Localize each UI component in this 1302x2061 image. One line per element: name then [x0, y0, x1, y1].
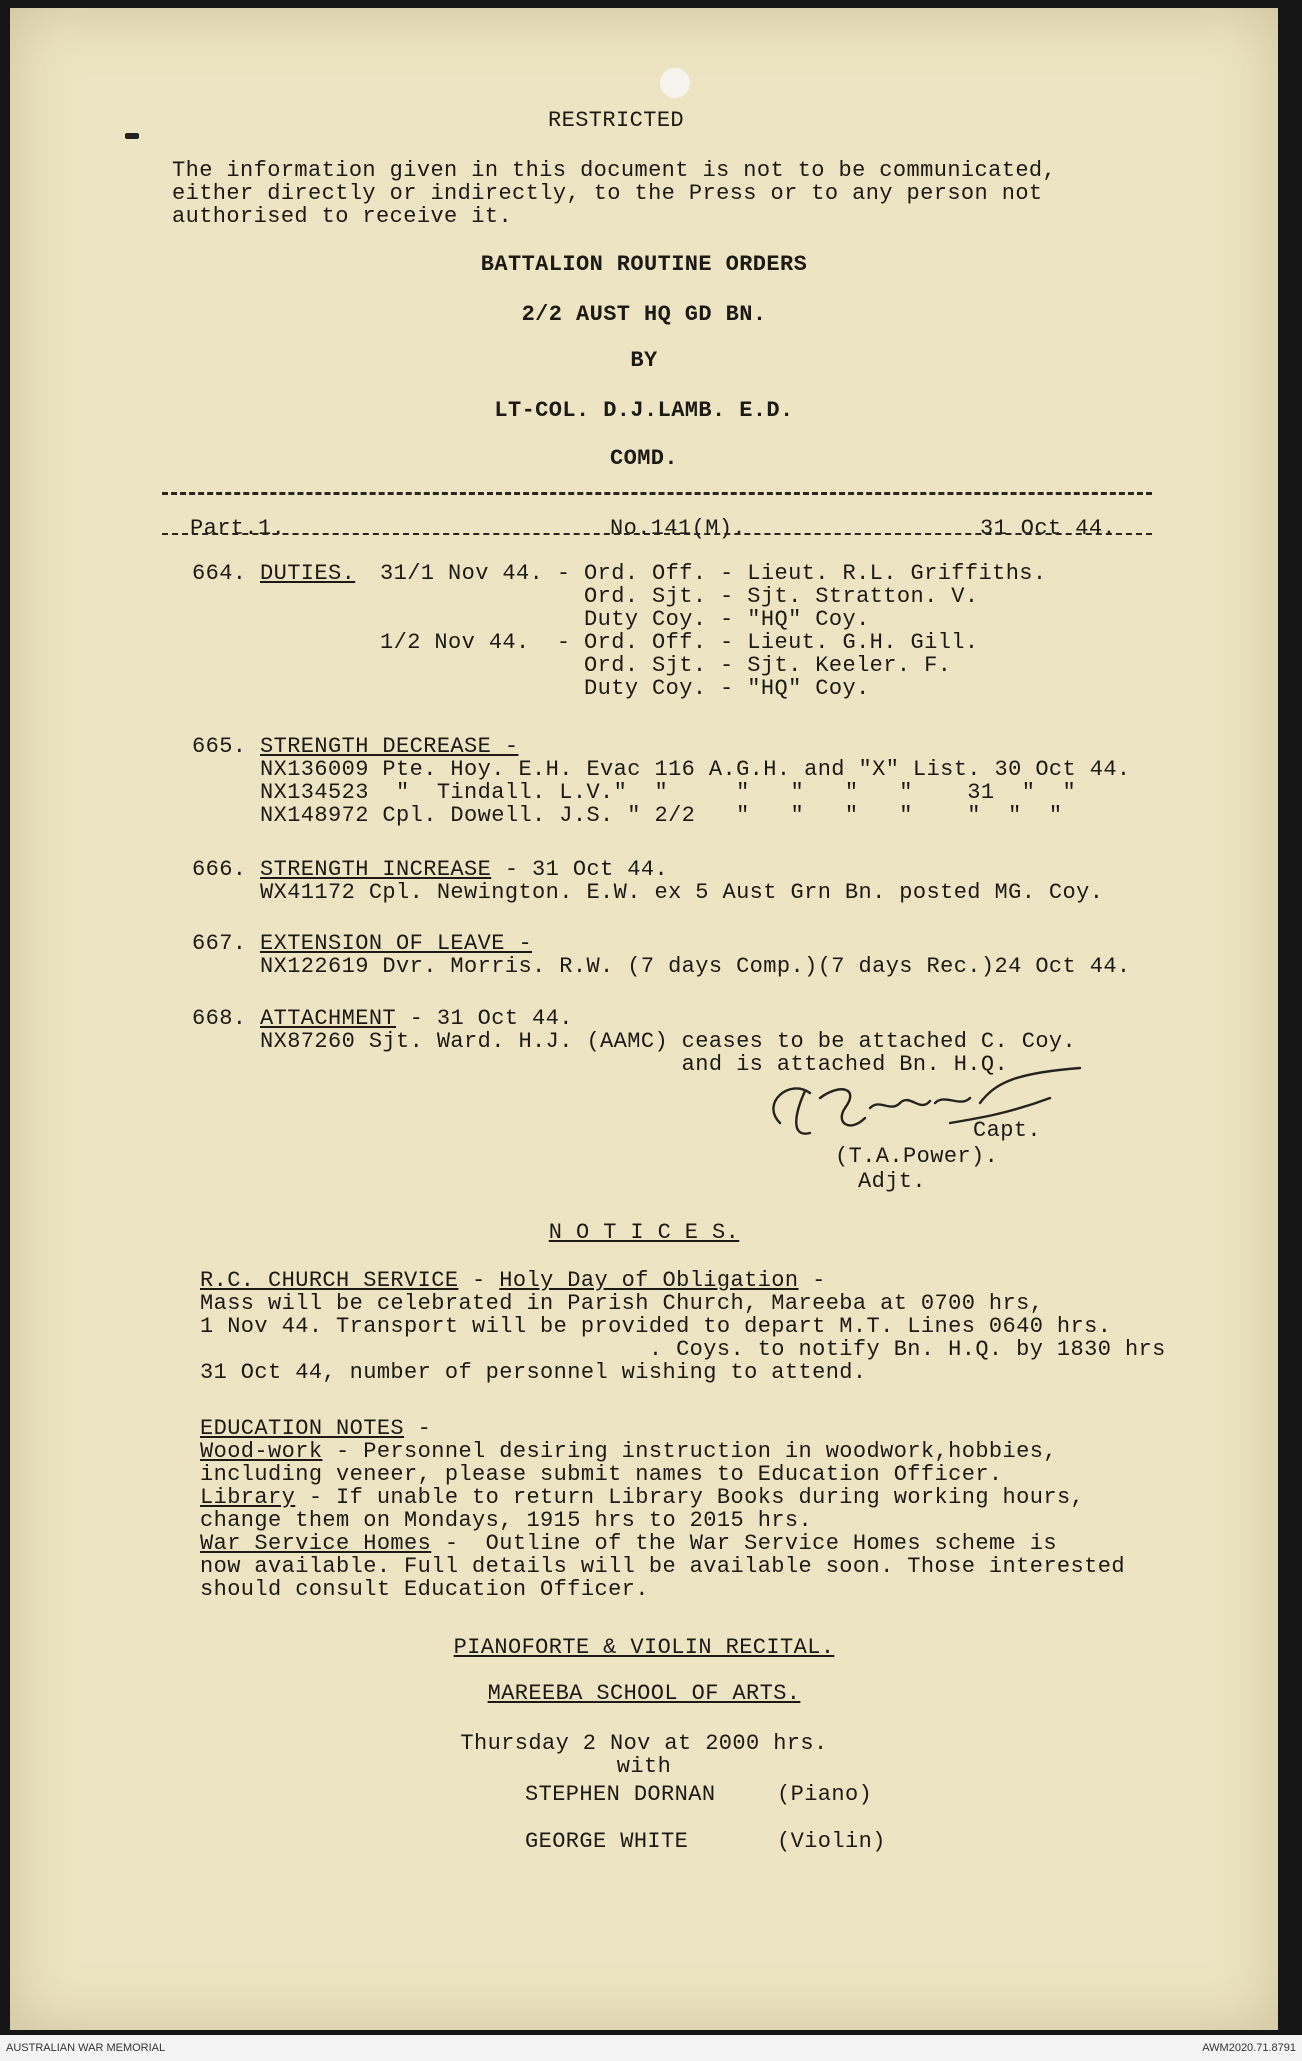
- notices-heading: N O T I C E S.: [548, 1220, 740, 1245]
- performer-1: STEPHEN DORNAN: [525, 1782, 716, 1807]
- order-date: 31 Oct 44.: [980, 516, 1117, 541]
- order-665-line: NX134523 " Tindall. L.V." " " " " " 31 " ": [260, 780, 1077, 805]
- order-664-number: 664.: [192, 561, 247, 586]
- part-label: Part.1.: [190, 516, 286, 541]
- warning-line-1: The information given in this document is not to be communicated,: [172, 158, 1057, 183]
- document-title: BATTALION ROUTINE ORDERS: [480, 252, 808, 277]
- recital-when: Thursday 2 Nov at 2000 hrs.: [460, 1731, 828, 1756]
- punch-hole: [660, 68, 690, 98]
- signature-rank: Capt.: [973, 1118, 1042, 1143]
- church-subheading: Holy Day of Obligation: [499, 1268, 799, 1293]
- order-number: No.141(M).: [610, 516, 747, 541]
- warning-line-2: either directly or indirectly, to the Press or to any person not: [172, 181, 1043, 206]
- order-666-date: - 31 Oct 44.: [491, 857, 669, 882]
- war-service-homes-line-3: should consult Education Officer.: [200, 1577, 649, 1602]
- order-665-line: NX148972 Cpl. Dowell. J.S. " 2/2 " " " " " " ": [260, 803, 1063, 828]
- document-page: [10, 8, 1278, 2030]
- order-666-number: 666.: [192, 857, 247, 882]
- library-line-2: change them on Mondays, 1915 hrs to 2015 hrs.: [200, 1508, 813, 1533]
- signature-role: Adjt.: [858, 1169, 927, 1194]
- recital-with: with: [616, 1754, 672, 1779]
- order-668-heading: ATTACHMENT: [260, 1006, 397, 1031]
- education-heading-tail: -: [404, 1416, 432, 1441]
- order-668-number: 668.: [192, 1006, 247, 1031]
- ink-mark: [125, 133, 139, 139]
- order-664-heading: DUTIES.: [260, 561, 356, 586]
- church-subheading-tail: -: [798, 1268, 826, 1293]
- war-service-homes-text: - Outline of the War Service Homes scheme is: [431, 1531, 1057, 1556]
- order-666-line: WX41172 Cpl. Newington. E.W. ex 5 Aust Grn Bn. posted MG. Coy.: [260, 880, 1104, 905]
- order-665-line: NX136009 Pte. Hoy. E.H. Evac 116 A.G.H. and "X" List. 30 Oct 44.: [260, 757, 1131, 782]
- church-line: Mass will be celebrated in Parish Church, Mareeba at 0700 hrs,: [200, 1291, 1044, 1316]
- order-665-number: 665.: [192, 734, 247, 759]
- instrument-2: (Violin): [777, 1829, 886, 1854]
- order-664-line: Ord. Sjt. - Sjt. Stratton. V.: [380, 584, 979, 609]
- performer-2: GEORGE WHITE: [525, 1829, 689, 1854]
- instrument-1: (Piano): [777, 1782, 873, 1807]
- order-668-date: - 31 Oct 44.: [396, 1006, 573, 1031]
- church-separator: -: [458, 1268, 500, 1293]
- footer-institution: AUSTRALIAN WAR MEMORIAL: [6, 2042, 166, 2054]
- church-line: 31 Oct 44, number of personnel wishing to attend.: [200, 1360, 867, 1385]
- warning-line-3: authorised to receive it.: [172, 204, 513, 229]
- order-667-number: 667.: [192, 931, 247, 956]
- signature-name: (T.A.Power).: [835, 1144, 999, 1169]
- order-664-line: Ord. Sjt. - Sjt. Keeler. F.: [380, 653, 952, 678]
- order-664-line: Duty Coy. - "HQ" Coy.: [380, 607, 870, 632]
- order-665-heading: STRENGTH DECREASE -: [260, 734, 519, 759]
- war-service-homes-line-2: now available. Full details will be available soon. Those interested: [200, 1554, 1125, 1579]
- church-heading: R.C. CHURCH SERVICE: [200, 1268, 459, 1293]
- church-line: . Coys. to notify Bn. H.Q. by 1830 hrs: [200, 1337, 1166, 1362]
- woodwork-heading: Wood-work: [200, 1439, 323, 1464]
- order-667-line: NX122619 Dvr. Morris. R.W. (7 days Comp.)(7 days Rec.)24 Oct 44.: [260, 954, 1131, 979]
- education-heading: EDUCATION NOTES: [200, 1416, 405, 1441]
- order-668-line: NX87260 Sjt. Ward. H.J. (AAMC) ceases to be attached C. Coy.: [260, 1029, 1077, 1054]
- library-heading: Library: [200, 1485, 296, 1510]
- woodwork-line-2: including veneer, please submit names to Education Officer.: [200, 1462, 1003, 1487]
- order-666-heading: STRENGTH INCREASE: [260, 857, 492, 882]
- order-664-line: 31/1 Nov 44. - Ord. Off. - Lieut. R.L. Griffiths.: [380, 561, 1047, 586]
- by-label: BY: [630, 348, 658, 373]
- archive-footer: [0, 2035, 1302, 2061]
- order-664-line: Duty Coy. - "HQ" Coy.: [380, 676, 870, 701]
- woodwork-text: - Personnel desiring instruction in woodwork,hobbies,: [322, 1439, 1057, 1464]
- part-underline: [162, 533, 1152, 535]
- footer-accession-number: AWM2020.71.8791: [1202, 2042, 1296, 2054]
- order-668-line: and is attached Bn. H.Q.: [260, 1052, 1009, 1077]
- comd-label: COMD.: [609, 446, 678, 471]
- recital-title: PIANOFORTE & VIOLIN RECITAL.: [453, 1635, 835, 1660]
- order-664-line: 1/2 Nov 44. - Ord. Off. - Lieut. G.H. Gill.: [380, 630, 979, 655]
- library-text: - If unable to return Library Books during working hours,: [295, 1485, 1085, 1510]
- commanding-officer: LT-COL. D.J.LAMB. E.D.: [494, 398, 794, 423]
- war-service-homes-heading: War Service Homes: [200, 1531, 432, 1556]
- order-667-heading: EXTENSION OF LEAVE -: [260, 931, 533, 956]
- restricted-label: RESTRICTED: [548, 108, 685, 133]
- divider-rule: [162, 492, 1152, 495]
- recital-venue: MAREEBA SCHOOL OF ARTS.: [487, 1681, 801, 1706]
- church-line: 1 Nov 44. Transport will be provided to depart M.T. Lines 0640 hrs.: [200, 1314, 1112, 1339]
- unit-name: 2/2 AUST HQ GD BN.: [521, 302, 767, 327]
